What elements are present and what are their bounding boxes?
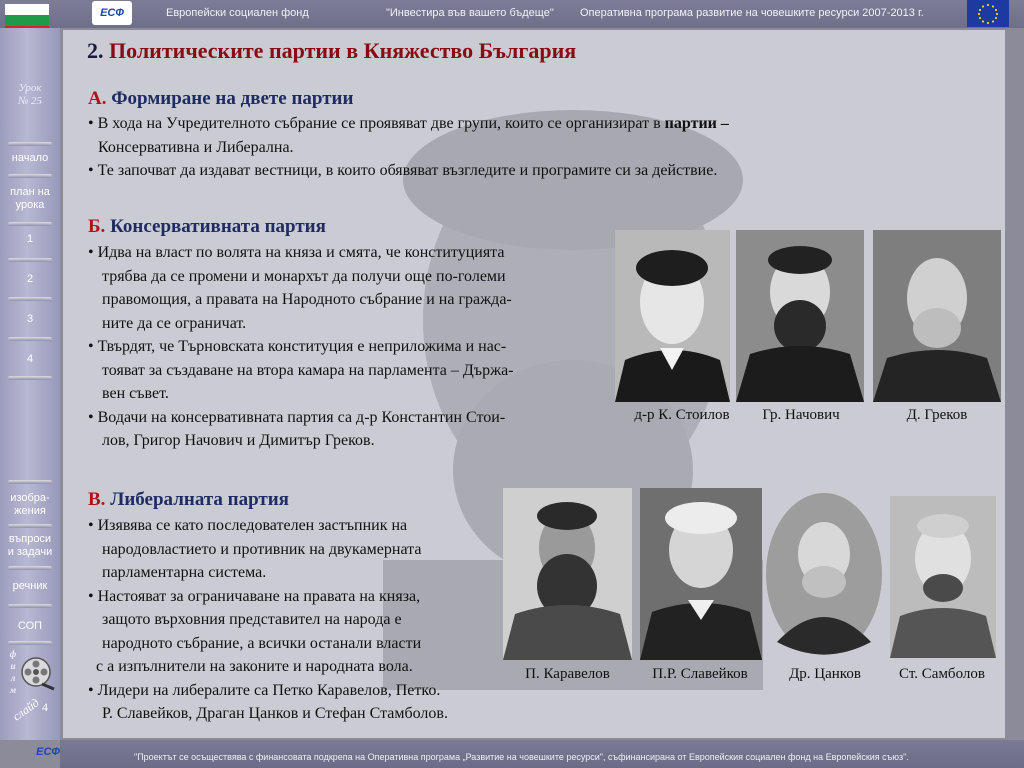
portrait-stambolov bbox=[890, 496, 996, 658]
nav-section-1[interactable]: 1 bbox=[26, 233, 34, 245]
section-c-text: • Изявява се като последователен застъпник на народовластието и противник на двукамерната парламентарна система. • Настояват за ограничаване на правата на княза, защото върховния представител на народа е народното събрание, а всички останали власти с а изпълнители на законите и народната вола. • Лидери на либералите са Петко Каравелов, Петко. Р. Славейков, Драган Цанков и Стефан Стамболов. bbox=[88, 517, 448, 722]
header-slogan: "Инвестира във вашето бъдеще" bbox=[386, 7, 554, 19]
nav-divider bbox=[8, 376, 52, 380]
portrait-stoilov bbox=[615, 230, 730, 402]
nav-divider bbox=[8, 142, 52, 146]
portrait-slaveykov bbox=[640, 488, 762, 660]
slide-title: 2. Политическите партии в Княжество България bbox=[87, 38, 577, 63]
esf-logo: ЕСФ bbox=[92, 1, 132, 25]
header-programme: Оперативна програма развитие на човешките ресурси 2007-2013 г. bbox=[580, 7, 924, 19]
nav-film-label[interactable]: ф и л м bbox=[9, 649, 17, 695]
portrait-nachovich bbox=[736, 230, 864, 402]
caption-slaveykov: П.Р. Славейков bbox=[652, 666, 748, 682]
nav-divider bbox=[8, 174, 52, 178]
nav-divider bbox=[8, 337, 52, 341]
nav-divider bbox=[8, 524, 52, 528]
nav-images[interactable]: изобра- жения bbox=[10, 492, 50, 517]
lesson-number: Урок № 25 bbox=[17, 82, 43, 107]
section-c-heading: В. Либералната партия bbox=[88, 489, 289, 510]
section-b-heading: Б. Консервативната партия bbox=[88, 216, 326, 237]
eu-flag-icon bbox=[967, 0, 1009, 27]
nav-lesson-plan[interactable]: план на урока bbox=[10, 186, 50, 211]
caption-tsankov: Др. Цанков bbox=[789, 666, 861, 682]
nav-questions[interactable]: въпроси и задачи bbox=[7, 533, 53, 558]
caption-stoilov: д-р К. Стоилов bbox=[634, 407, 730, 423]
caption-grekov: Д. Греков bbox=[906, 407, 968, 423]
nav-divider bbox=[8, 566, 52, 570]
slide-number: 4 bbox=[42, 700, 48, 714]
nav-divider bbox=[8, 258, 52, 262]
nav-sop[interactable]: СОП bbox=[17, 620, 43, 632]
nav-section-2[interactable]: 2 bbox=[26, 273, 34, 285]
nav-dictionary[interactable]: речник bbox=[12, 580, 48, 592]
footer-text: "Проектът се осъществява с финансовата подкрепа на Оперативна програма „Развитие на човешките ресурси", съфинансирана от Европейския социален фонд на Европейския съюз". bbox=[134, 752, 909, 762]
nav-divider bbox=[8, 297, 52, 301]
nav-divider bbox=[8, 604, 52, 608]
section-a-heading: А. Формиране на двете партии bbox=[88, 88, 354, 109]
esf-logo-bottom: ЕСФ bbox=[36, 746, 60, 758]
section-b-text: • Идва на власт по волята на княза и смята, че конституцията трябва да се промени и монархът да получи още по-големи правомощия, а правата на Народното събрание и на гражда- ните да се ограничат. • Твърдят, че Търновската конституция е неприложима и нас- тояват за създаване на втора камара на парламента – Държа- вен съвет. • Водачи на консервативната партия са д-р Константин Стои- лов, Григор Начович и Димитър Греков. bbox=[88, 244, 514, 449]
nav-divider bbox=[8, 641, 52, 645]
nav-section-3[interactable]: 3 bbox=[26, 313, 34, 325]
slide-label: слайд bbox=[10, 695, 42, 724]
header-fund: Европейски социален фонд bbox=[166, 7, 309, 19]
portrait-grekov bbox=[873, 230, 1001, 402]
caption-karavelov: П. Каравелов bbox=[525, 666, 610, 682]
film-reel-icon[interactable] bbox=[20, 656, 56, 692]
section-a-text: • В хода на Учредителното събрание се проявяват две групи, които се организират в партии – Консервативна и Либерална. • Те започват да издават вестници, в които обявяват възгледите и програмите си за действие. bbox=[88, 115, 729, 179]
nav-divider bbox=[8, 222, 52, 226]
portrait-tsankov bbox=[765, 492, 883, 656]
portrait-karavelov bbox=[503, 488, 632, 660]
left-sidebar bbox=[0, 28, 60, 740]
nav-divider bbox=[8, 480, 52, 484]
caption-stambolov: Ст. Самболов bbox=[899, 666, 985, 682]
nav-start[interactable]: начало bbox=[11, 152, 49, 164]
caption-nachovich: Гр. Начович bbox=[762, 407, 840, 423]
nav-section-4[interactable]: 4 bbox=[26, 353, 34, 365]
